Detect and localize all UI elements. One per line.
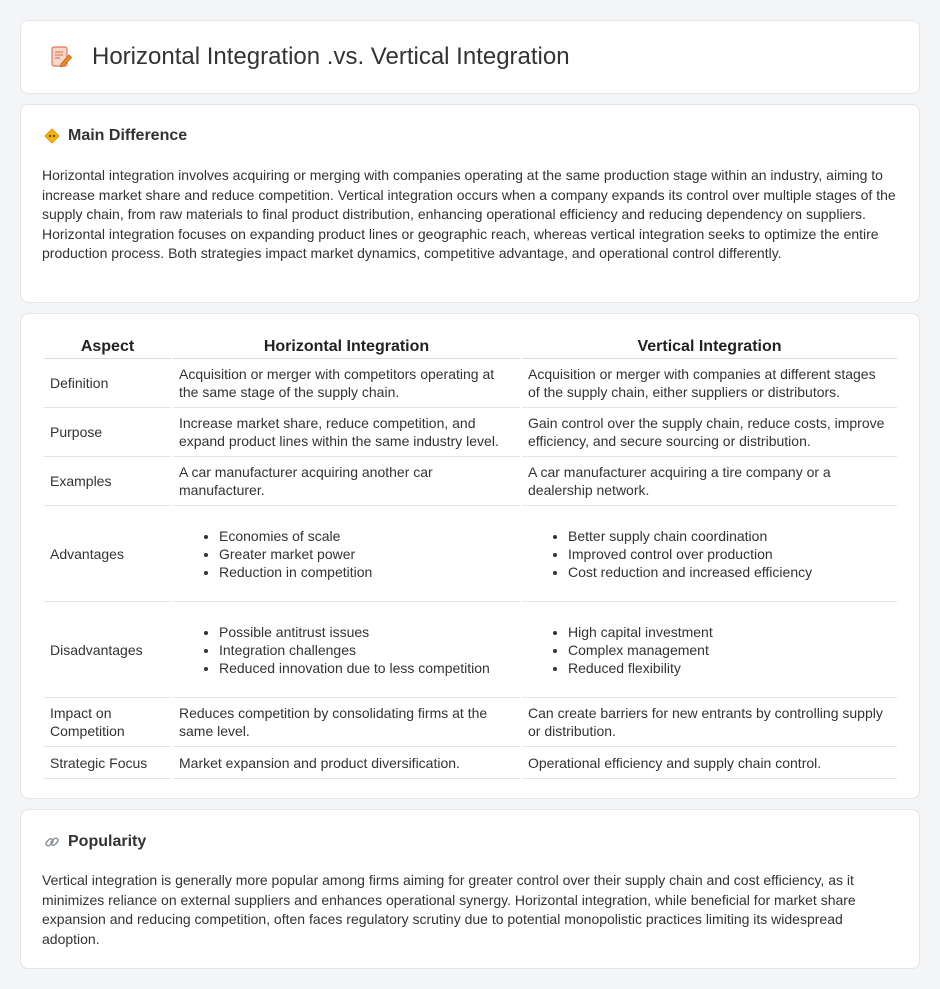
popularity-text: Vertical integration is generally more popular among firms aiming for greater control over their supply chain and cost efficiency, as it minimizes reliance on external suppliers and enhances operational synergy. Horizontal integration, while beneficial for market share expansion and reducing competition, often faces regulatory scrutiny due to potential monopolistic practices limiting its widespread adoption. [42, 872, 856, 947]
popularity-card [20, 809, 920, 969]
table-row [44, 457, 897, 506]
row-vertical: Can create barriers for new entrants by controlling supply or distribution. [522, 698, 897, 747]
row-horizontal: A car manufacturer acquiring another car manufacturer. [173, 457, 520, 506]
list-item: • Better supply chain coordination [568, 527, 891, 545]
row-horizontal: Market expansion and product diversification. [173, 747, 520, 779]
title-card [20, 20, 920, 94]
link-icon [43, 833, 61, 851]
table-row [44, 506, 897, 602]
row-vertical [522, 506, 897, 602]
row-aspect: Strategic Focus [44, 747, 171, 779]
table-row [44, 359, 897, 408]
main-difference-title: Main Difference [68, 127, 188, 144]
row-vertical: Acquisition or merger with companies at different stages of the supply chain, either suppliers or distributors. [522, 359, 897, 408]
table-row [44, 747, 897, 779]
row-aspect: Examples [44, 457, 171, 506]
popularity-header [43, 833, 146, 851]
row-horizontal: Reduces competition by consolidating firms at the same level. [173, 698, 520, 747]
list-item: • Possible antitrust issues [219, 623, 514, 641]
row-aspect: Advantages [44, 506, 171, 602]
table-row [44, 698, 897, 747]
advantages-horizontal-list [219, 527, 514, 581]
main-difference-header [43, 127, 187, 145]
diamond-warning-icon [43, 127, 61, 145]
list-item: • Improved control over production [568, 545, 891, 563]
advantages-vertical-list [568, 527, 891, 581]
row-vertical: Operational efficiency and supply chain control. [522, 747, 897, 779]
list-item: • Integration challenges [219, 641, 514, 659]
list-item: • Economies of scale [219, 527, 514, 545]
row-vertical [522, 602, 897, 698]
list-item: • Cost reduction and increased efficiency [568, 563, 891, 581]
list-item: • Greater market power [219, 545, 514, 563]
document-pencil-icon [46, 42, 76, 72]
table-row [44, 408, 897, 457]
row-horizontal: Increase market share, reduce competition, and expand product lines within the same industry level. [173, 408, 520, 457]
row-horizontal [173, 602, 520, 698]
header-vertical: Vertical Integration [522, 332, 897, 359]
row-aspect: Definition [44, 359, 171, 408]
comparison-card [20, 313, 920, 799]
row-horizontal [173, 506, 520, 602]
row-horizontal: Acquisition or merger with competitors operating at the same stage of the supply chain. [173, 359, 520, 408]
row-vertical: A car manufacturer acquiring a tire company or a dealership network. [522, 457, 897, 506]
popularity-title: Popularity [68, 833, 147, 850]
list-item: • Complex management [568, 641, 891, 659]
comparison-table [42, 332, 899, 779]
header-aspect: Aspect [44, 332, 171, 359]
table-row [44, 602, 897, 698]
list-item: • Reduction in competition [219, 563, 514, 581]
row-aspect: Impact on Competition [44, 698, 171, 747]
disadvantages-horizontal-list [219, 623, 514, 677]
header-horizontal: Horizontal Integration [173, 332, 520, 359]
list-item: • Reduced flexibility [568, 659, 891, 677]
row-vertical: Gain control over the supply chain, reduce costs, improve efficiency, and secure sourcing or distribution. [522, 408, 897, 457]
table-header-row [44, 332, 897, 359]
row-aspect: Purpose [44, 408, 171, 457]
row-aspect: Disadvantages [44, 602, 171, 698]
page-title: Horizontal Integration .vs. Vertical Integration [92, 43, 570, 70]
main-difference-text: Horizontal integration involves acquiring or merging with companies operating at the same production stage within an industry, aiming to increase market share and reduce competition. Vertical integration occurs when a company expands its control over multiple stages of the supply chain, from raw materials to final product distribution, enhancing operational efficiency and reducing dependency on suppliers. Horizontal integration focuses on expanding product lines or geographic reach, whereas vertical integration seeks to optimize the entire production process. Both strategies impact market dynamics, competitive advantage, and operational control differently. [42, 167, 896, 261]
list-item: • Reduced innovation due to less competition [219, 659, 514, 677]
disadvantages-vertical-list [568, 623, 891, 677]
main-difference-card [20, 104, 920, 303]
list-item: • High capital investment [568, 623, 891, 641]
